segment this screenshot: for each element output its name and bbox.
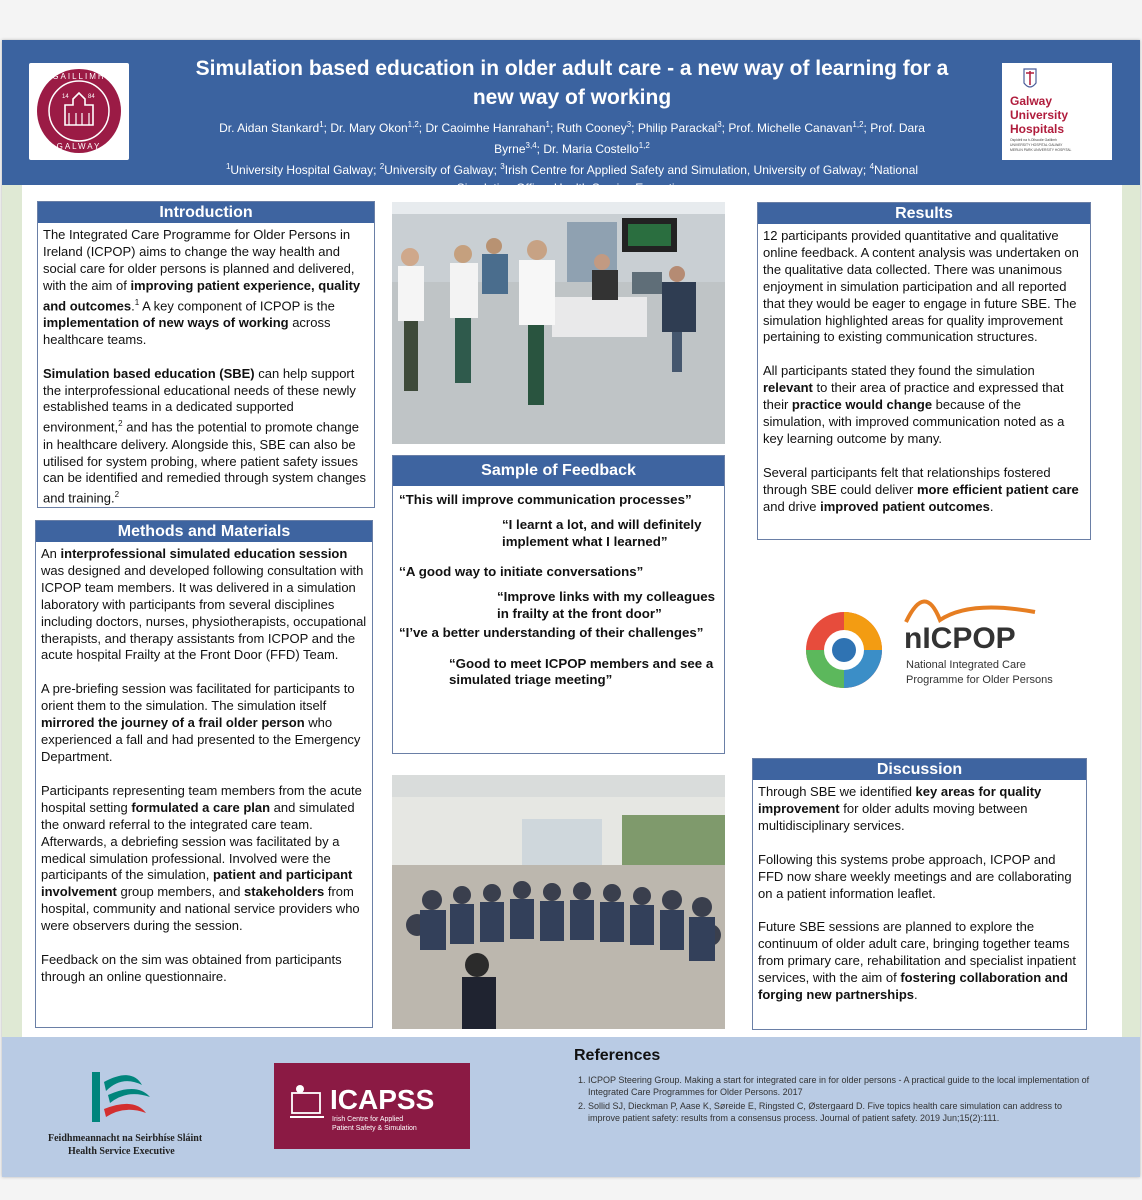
- feedback-quote-4: “Improve links with my colleagues in frailty at the front door”: [497, 589, 715, 621]
- discussion-paragraph-2: Following this systems probe approach, ICPOP and FFD now share weekly meetings and are collaborating on a patient information leaflet.: [758, 851, 1072, 901]
- reference-item-2: 2. Sollid SJ, Dieckman P, Aase K, Søreide E, Ringsted C, Østergaard D. Five topics health care simulation can address to improve patient safety: results from a consensus process. Journal of patient safety. 2019 Jun;15(2):111.: [588, 1101, 1093, 1124]
- reference-item-1: 1. ICPOP Steering Group. Making a start for integrated care in for older persons - A practical guide to the local implementation of Integrated Care Programmes for Older Persons. 2017: [588, 1075, 1093, 1098]
- methods-paragraph-1: An interprofessional simulated education session was designed and developed following consultation with ICPOP team members. It was delivered in a simulation laboratory with participants from several disciplines including doctors, nurses, physiotherapists, occupational therapists, and therapy assistants from ICPOP and the acute hospital Frailty at the Front Door (FFD) Team.: [41, 546, 367, 663]
- methods-paragraph-2: A pre-briefing session was facilitated for participants to orient them to the simulation. The simulation itself mirrored the journey of a frail older person who experienced a fall and had presented to the Emergency Department.: [41, 681, 361, 764]
- poster-content-area: [22, 185, 1122, 1037]
- nicpop-name: nICPOP: [904, 622, 1016, 655]
- guh-sub2: UNIVERSITY HOSPITAL GALWAY: [1010, 143, 1063, 147]
- author-name: Dr. Maria Costello: [543, 142, 639, 156]
- guh-line2: University: [1010, 108, 1069, 122]
- icapss-logo: [274, 1063, 470, 1149]
- guh-sub3: MERLIN PARK UNIVERSITY HOSPITAL: [1010, 148, 1072, 152]
- results-paragraph-2: All participants stated they found the simulation relevant to their area of practice and expressed that their practice would change because of the simulation, with improved communication noted as a key learning outcome by many.: [763, 363, 1065, 446]
- author-affiliation: 1,2: [407, 120, 419, 129]
- feedback-quote-3: ‘‘A good way to initiate conversations”: [399, 564, 644, 580]
- logo-top-text: GAILLIMH: [52, 72, 106, 81]
- university-of-galway-logo: [29, 63, 129, 160]
- author-affiliation: 3,4: [525, 141, 537, 150]
- introduction-paragraph-1: The Integrated Care Programme for Older Persons in Ireland (ICPOP) aims to change the way health and social care for older persons is planned and delivered, with the aim of improving patient experience, quality and outcomes.$^1$ A key component of ICPOP is the implementation of new ways of working across healthcare teams.: [43, 227, 361, 347]
- feedback-section: [392, 455, 725, 754]
- author-name: Ruth Cooney: [556, 121, 627, 135]
- guh-line1: Galway: [1010, 94, 1053, 108]
- author-name: Dr Caoimhe Hanrahan: [425, 121, 546, 135]
- feedback-quote-1: “This will improve communication processes”: [399, 492, 692, 507]
- results-paragraph-3: Several participants felt that relationships fostered through SBE could deliver more efficient patient care and drive improved patient outcomes.: [763, 464, 1079, 514]
- author-affiliation: 1: [545, 120, 550, 129]
- feedback-quote-5: “I’ve a better understanding of their challenges”: [399, 624, 704, 640]
- introduction-section: [37, 201, 375, 508]
- affiliation-number: 1: [225, 162, 231, 171]
- poster-header: [2, 40, 1140, 185]
- references-heading: References: [574, 1047, 661, 1064]
- affiliation-name: Irish Centre for Applied Safety and Simulation, University of Galway: [504, 163, 863, 177]
- affiliation-name: National: [874, 163, 919, 177]
- feedback-quote-6: “Good to meet ICPOP members and see a simulated triage meeting”: [449, 655, 714, 688]
- guh-sub1: Ospidéil na h-Ollscoile Gaillimh: [1010, 138, 1057, 142]
- author-name: Dr. Aidan Stankard: [219, 121, 320, 135]
- debriefing-session-photo: [392, 775, 725, 1029]
- poster: [2, 40, 1140, 1177]
- logo-bottom-text: GALWAY: [56, 142, 102, 151]
- affiliation-number: 2: [379, 162, 385, 171]
- icapss-line2: Patient Safety & Simulation: [332, 1125, 417, 1132]
- icapss-line1: Irish Centre for Applied: [332, 1116, 404, 1123]
- discussion-paragraph-1: Through SBE we identified key areas for quality improvement for older adults moving between multidisciplinary services.: [758, 784, 1042, 833]
- hse-line2: Health Service Executive: [68, 1146, 175, 1157]
- author-name: Prof. Michelle Canavan: [728, 121, 853, 135]
- methods-paragraph-3: Participants representing team members from the acute hospital setting formulated a care plan and simulated the onward referral to the integrated care team. Afterwards, a debriefing session was facilitated by a medical simulation professional. Involved were the participants of the simulation, patient and participant involvement group members, and stakeholders from hospital, community and national service providers who were observers during the session.: [41, 782, 362, 934]
- references-footer: [2, 1037, 1140, 1177]
- results-heading: Results: [758, 203, 1090, 224]
- author-name: Dr. Mary Okon: [330, 121, 408, 135]
- logo-year-left: 14: [62, 94, 69, 100]
- affiliation-name: University of Galway: [384, 163, 494, 177]
- methods-paragraph-4: Feedback on the sim was obtained from participants through an online questionnaire.: [41, 952, 342, 984]
- introduction-paragraph-2: Simulation based education (SBE) can help support the interprofessional educational needs of these newly established teams in a dedicated supported environment,$^2$ and has the potential to promote change in healthcare delivery. Alongside this, SBE can also be utilised for system probing, where patient safety issues can be identified and remedied through system changes and training.$^2$: [43, 365, 367, 506]
- nicpop-logo: [800, 590, 1060, 690]
- guh-line3: Hospitals: [1010, 122, 1065, 136]
- results-section: [757, 202, 1091, 540]
- author-affiliation: 1,2: [638, 141, 650, 150]
- affiliation-name: University Hospital Galway: [230, 163, 374, 177]
- methods-heading: Methods and Materials: [36, 521, 372, 542]
- author-affiliation: 3: [717, 120, 722, 129]
- author-name: Philip Parackal: [637, 121, 718, 135]
- feedback-quote-2: “I learnt a lot, and will definitely implement what I learned”: [502, 516, 702, 549]
- affiliations-list: $^1$University Hospital Galway; $^2$University of Galway; $^3$Irish Centre for Applied Safety and Simulation, University of Galway; $^4$National: [226, 163, 918, 195]
- introduction-heading: Introduction: [38, 202, 374, 223]
- galway-university-hospitals-logo: [1002, 63, 1112, 160]
- icapss-name: ICAPSS: [330, 1084, 435, 1115]
- discussion-section: [752, 758, 1087, 1030]
- simulation-lab-photo: [392, 202, 725, 444]
- methods-section: [35, 520, 373, 1028]
- nicpop-line2: Programme for Older Persons: [906, 674, 1053, 686]
- references-list: [574, 1075, 1093, 1127]
- author-affiliation: 3: [626, 120, 632, 129]
- logo-year-right: 84: [88, 94, 95, 100]
- author-name: Prof. Dara Byrne: [494, 121, 925, 156]
- hse-logo: [42, 1067, 202, 1162]
- affiliation-number: 3: [500, 162, 505, 171]
- author-affiliation: 1,2: [852, 120, 864, 129]
- results-paragraph-1: 12 participants provided quantitative and qualitative online feedback. A content analysis was undertaken on the qualitative data collected. There was unanimous enjoyment in simulation participation and all reported that they would be eager to engage in future SBE. The simulation highlighted areas for quality improvement pertaining to existing communication structures.: [763, 228, 1079, 345]
- discussion-heading: Discussion: [753, 759, 1086, 780]
- author-affiliation: 1: [319, 120, 324, 129]
- nicpop-line1: National Integrated Care: [906, 659, 1026, 671]
- feedback-heading: Sample of Feedback: [393, 456, 724, 486]
- discussion-paragraph-3: Future SBE sessions are planned to explore the continuum of older adult care, bringing together teams from primary care, rehabilitation and specialist inpatient services, with the aim of fostering collaboration and forging new partnerships.: [758, 919, 1076, 1003]
- affiliation-number: 4: [869, 162, 875, 171]
- hse-line1: Feidhmeannacht na Seirbhíse Sláinte: [48, 1133, 202, 1144]
- poster-title: Simulation based education in older adult care - a new way of learning for a new way of working: [195, 57, 949, 109]
- authors-list: Dr. Aidan Stankard$^1$; Dr. Mary Okon$^{1,2}$; Dr Caoimhe Hanrahan$^1$; Ruth Cooney$^3$; Philip Parackal$^3$; Prof. Michelle Canavan$^{1,2}$; Prof. Dara Byrne$^{3,4}$; Dr. Maria Costello$^{1,2}$: [219, 120, 925, 156]
